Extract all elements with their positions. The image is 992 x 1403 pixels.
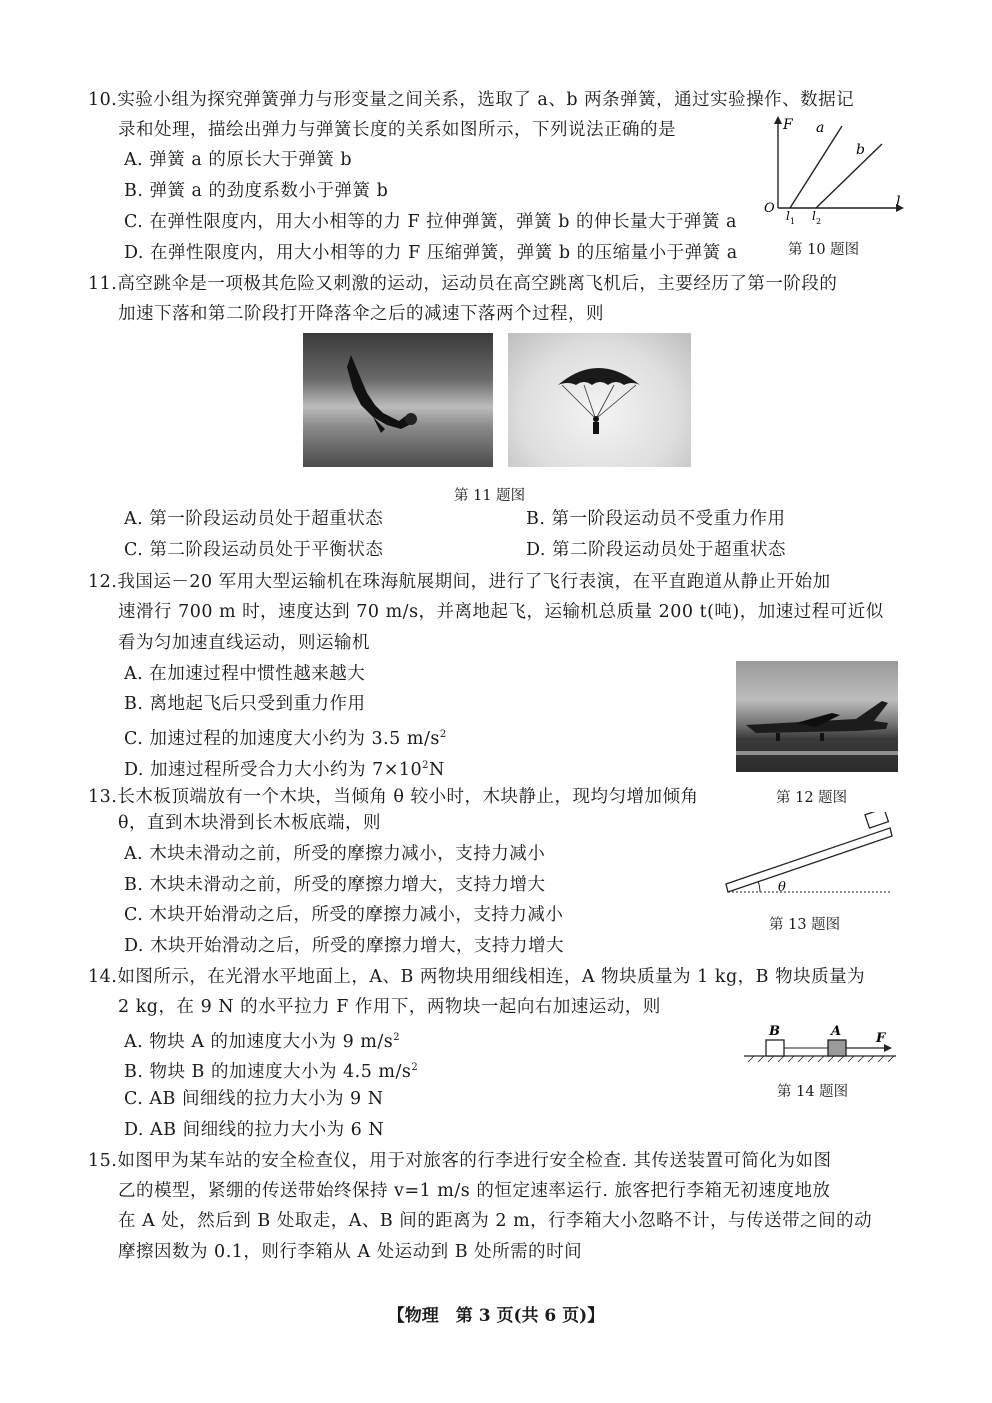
q12-stem-line1: 12.我国运－20 军用大型运输机在珠海航展期间，进行了飞行表演，在平直跑道从静止开始加 — [88, 572, 831, 592]
q14-stem-line1: 14.如图所示，在光滑水平地面上，A、B 两物块用细线相连，A 物块质量为 1 kg，B 物块质量为 — [88, 967, 866, 987]
q10-stem-line1: 10.实验小组为探究弹簧弹力与形变量之间关系，选取了 a、b 两条弹簧，通过实验操作、数据记 — [88, 90, 855, 110]
q12-option-b: B. 离地起飞后只受到重力作用 — [124, 694, 366, 714]
q10-tick1-subscript: 1 — [790, 217, 796, 226]
q10-tick2-label: l — [812, 209, 816, 223]
q15-stem-line1: 15.如图甲为某车站的安全检查仪，用于对旅客的行李进行安全检查. 其传送装置可简化为如图 — [88, 1151, 832, 1171]
q11-option-c: C. 第二阶段运动员处于平衡状态 — [124, 540, 384, 560]
q13-stem-line1: 13.长木板顶端放有一个木块，当倾角 θ 较小时，木块静止，现均匀增加倾角 — [88, 787, 699, 807]
q13-option-b: B. 木块未滑动之前，所受的摩擦力增大，支持力增大 — [124, 875, 546, 895]
q11-stem-line1: 11.高空跳伞是一项极其危险又刺激的运动，运动员在高空跳离飞机后，主要经历了第一阶段的 — [88, 274, 838, 294]
q14-option-a: A. 物块 A 的加速度大小为 9 $m/s^2$ — [124, 1031, 401, 1052]
q10-axis-y-label: F — [783, 117, 793, 133]
q10-option-b: B. 弹簧 a 的劲度系数小于弹簧 b — [124, 181, 389, 201]
q14-option-d: D. AB 间细线的拉力大小为 6 N — [124, 1120, 385, 1140]
q10-tick1-label: l — [786, 209, 790, 223]
q10-axis-x-label: l — [896, 194, 901, 210]
q10-option-a: A. 弹簧 a 的原长大于弹簧 b — [124, 150, 353, 170]
q14-label-b: B — [769, 1024, 780, 1039]
q13-option-d: D. 木块开始滑动之后，所受的摩擦力增大，支持力增大 — [124, 936, 565, 956]
parachute-photo — [508, 333, 691, 467]
q15-stem-line2: 乙的模型，紧绷的传送带始终保持 v=1 m/s 的恒定速率运行. 旅客把行李箱无初速度地放 — [118, 1181, 831, 1201]
q10-figure-graph — [758, 112, 908, 230]
page-footer: 【物理 第 3 页(共 6 页)】 — [387, 1306, 605, 1326]
q13-option-c: C. 木块开始滑动之后，所受的摩擦力减小，支持力减小 — [124, 905, 564, 925]
q15-stem-line4: 摩擦因数为 0.1，则行李箱从 A 处运动到 B 处所需的时间 — [118, 1242, 583, 1262]
q14-blocks-diagram — [740, 1022, 900, 1072]
q14-label-f: F — [876, 1031, 886, 1046]
q11-option-d: D. 第二阶段运动员处于超重状态 — [526, 540, 787, 560]
q11-option-a: A. 第一阶段运动员处于超重状态 — [124, 509, 384, 529]
q14-option-c: C. AB 间细线的拉力大小为 9 N — [124, 1089, 384, 1109]
q14-label-a: A — [831, 1024, 842, 1039]
q13-incline-diagram — [720, 812, 900, 902]
q14-option-b: B. 物块 B 的加速度大小为 4.5 $m/s^2$ — [124, 1061, 419, 1082]
q14-stem-line2: 2 kg，在 9 N 的水平拉力 F 作用下，两物块一起向右加速运动，则 — [118, 997, 661, 1017]
q13-stem-line2: θ，直到木块滑到长木板底端，则 — [118, 813, 382, 833]
q11-option-b: B. 第一阶段运动员不受重力作用 — [526, 509, 786, 529]
q12-option-a: A. 在加速过程中惯性越来越大 — [124, 664, 366, 684]
q11-stem-line2: 加速下落和第二阶段打开降落伞之后的减速下落两个过程，则 — [118, 304, 604, 324]
transport-aircraft-photo — [736, 661, 898, 772]
q12-option-d: D. 加速过程所受合力大小约为 $7\times 10^2N$ — [124, 759, 445, 780]
q13-option-a: A. 木块未滑动之前，所受的摩擦力减小，支持力减小 — [124, 844, 546, 864]
q13-angle-label: θ — [778, 880, 786, 895]
q10-option-c: C. 在弹性限度内，用大小相等的力 F 拉伸弹簧，弹簧 b 的伸长量大于弹簧 a — [124, 212, 737, 232]
q10-figure-caption: 第 10 题图 — [788, 242, 860, 258]
q10-option-d: D. 在弹性限度内，用大小相等的力 F 压缩弹簧，弹簧 b 的压缩量小于弹簧 a — [124, 243, 738, 263]
q10-line-a-label: a — [816, 120, 825, 136]
q12-figure-caption: 第 12 题图 — [776, 790, 848, 806]
q10-line-b-label: b — [856, 142, 865, 158]
q15-stem-line3: 在 A 处，然后到 B 处取走，A、B 间的距离为 2 m，行李箱大小忽略不计，与传送带之间的动 — [118, 1211, 873, 1231]
q10-stem-line2: 录和处理，描绘出弹力与弹簧长度的关系如图所示，下列说法正确的是 — [118, 120, 676, 140]
q13-figure-caption: 第 13 题图 — [769, 917, 841, 933]
q12-stem-line2: 速滑行 700 m 时，速度达到 70 m/s，并离地起飞，运输机总质量 200 t(吨)，加速过程可近似 — [118, 602, 884, 622]
q14-figure-caption: 第 14 题图 — [777, 1084, 849, 1100]
q10-origin-label: O — [764, 201, 775, 216]
skydiver-photo — [303, 333, 493, 467]
q12-option-c: C. 加速过程的加速度大小约为 3.5 $m/s^2$ — [124, 728, 447, 749]
q10-tick2-subscript: 2 — [816, 217, 822, 226]
q11-figure-caption: 第 11 题图 — [454, 488, 526, 504]
q12-stem-line3: 看为匀加速直线运动，则运输机 — [118, 633, 370, 653]
